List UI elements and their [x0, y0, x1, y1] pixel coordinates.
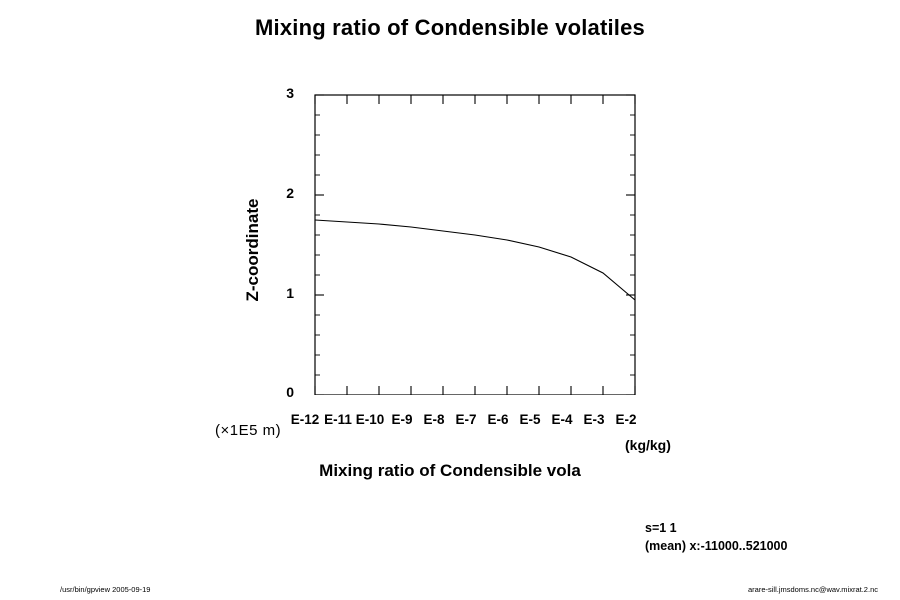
data-series-line — [315, 220, 635, 300]
page-title: Mixing ratio of Condensible volatiles — [254, 15, 645, 40]
y-axis-units: (×1E5 m) — [215, 422, 282, 439]
x-tick-1: E-11 — [324, 412, 352, 427]
x-tick-2: E-10 — [355, 412, 385, 427]
x-tick-0: E-12 — [290, 412, 320, 427]
y-tick-3: 3 — [286, 85, 294, 101]
y-axis-label-text: Z-coordinate — [243, 198, 262, 302]
x-axis-tick-labels — [288, 412, 668, 427]
x-tick-6: E-6 — [487, 412, 509, 427]
y-tick-1: 1 — [286, 285, 294, 301]
x-tick-10: E-2 — [615, 412, 637, 427]
x-axis-ticks-bottom — [315, 386, 635, 395]
x-tick-9: E-3 — [583, 412, 605, 427]
plot-svg — [305, 90, 645, 395]
footer-source: arare-sill.jmsdoms.nc@wav.mixrat.2.nc — [747, 585, 878, 594]
x-axis-label: Mixing ratio of Condensible vola — [319, 461, 581, 480]
x-axis-units: (kg/kg) — [625, 437, 671, 453]
x-axis-ticks-top — [315, 95, 635, 104]
plot-area — [305, 90, 645, 395]
footer-command: /usr/bin/gpview 2005-09-19 — [60, 585, 151, 594]
x-tick-3: E-9 — [391, 412, 413, 427]
annotation-slice: s=1 1 — [645, 521, 677, 535]
y-tick-2: 2 — [286, 185, 294, 201]
y-axis-ticks — [315, 95, 635, 395]
y-axis-minor-ticks — [315, 115, 635, 375]
y-axis-label — [243, 0, 263, 302]
x-tick-7: E-5 — [519, 412, 541, 427]
x-tick-5: E-7 — [455, 412, 477, 427]
plot-frame — [315, 95, 635, 395]
annotation-mean-range: (mean) x:-11000..521000 — [645, 539, 788, 553]
x-tick-8: E-4 — [551, 412, 573, 427]
y-tick-0: 0 — [286, 384, 294, 400]
x-tick-4: E-8 — [423, 412, 445, 427]
